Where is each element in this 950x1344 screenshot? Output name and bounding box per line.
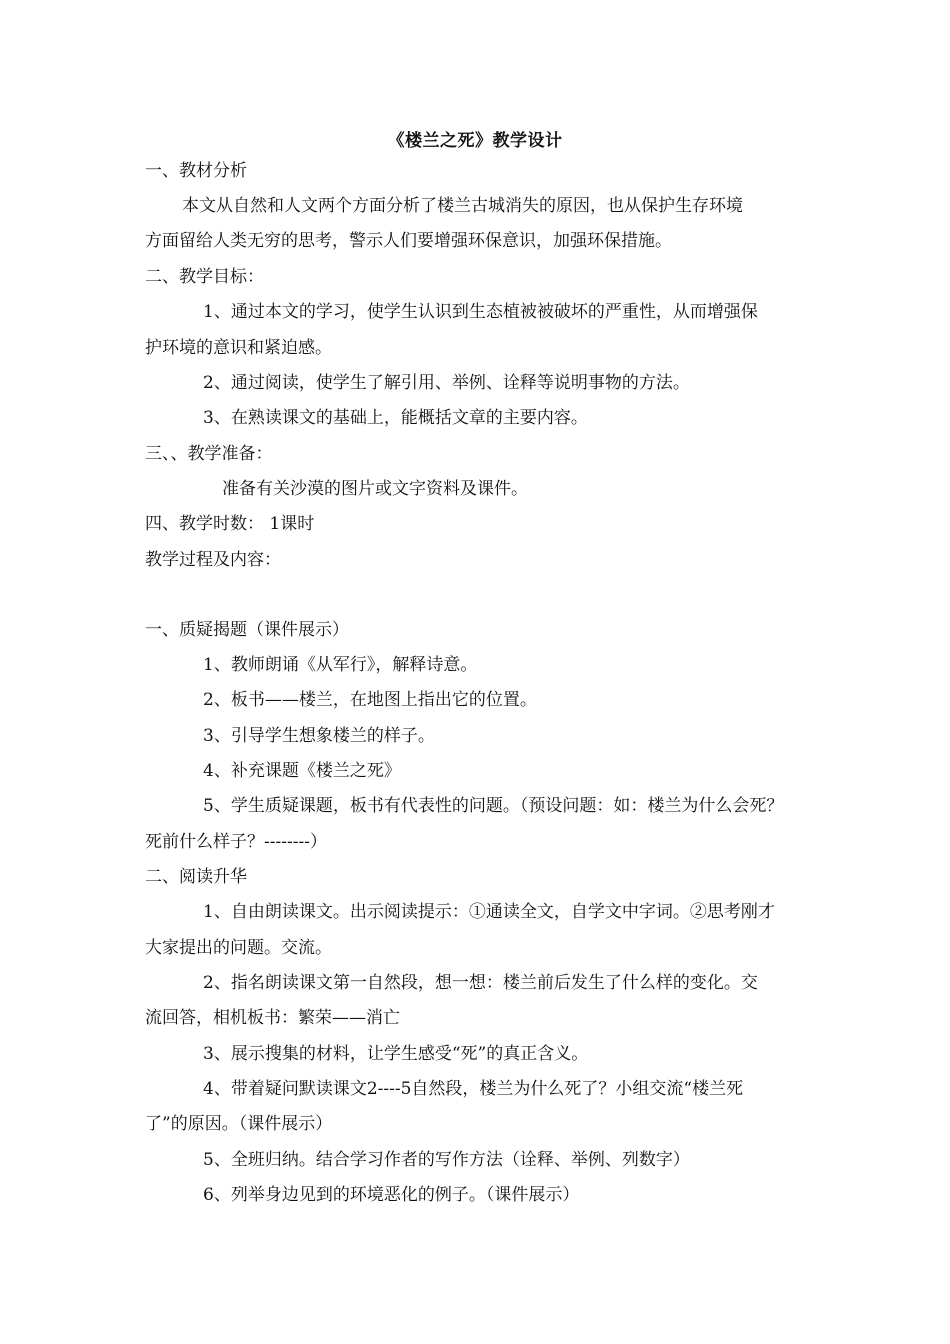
paragraph-line: 方面留给人类无穷的思考，警示人们要增强环保意识，加强环保措施。 bbox=[145, 231, 672, 251]
paragraph-line: 本文从自然和人文两个方面分析了楼兰古城消失的原因，也从保护生存环境 bbox=[182, 196, 743, 216]
list-item: 3、展示搜集的材料，让学生感受“死”的真正含义。 bbox=[203, 1044, 589, 1064]
list-item-continuation: 流回答，相机板书：繁荣——消亡 bbox=[145, 1008, 400, 1028]
list-item: 5、全班归纳。结合学习作者的写作方法（诠释、举例、列数字） bbox=[203, 1150, 690, 1170]
goal-item: 3、在熟读课文的基础上，能概括文章的主要内容。 bbox=[203, 408, 588, 428]
list-item: 2、指名朗读课文第一自然段，想一想：楼兰前后发生了什么样的变化。交 bbox=[203, 973, 758, 993]
list-item: 4、补充课题《楼兰之死》 bbox=[203, 761, 401, 781]
list-item: 3、引导学生想象楼兰的样子。 bbox=[203, 726, 435, 746]
document-title: 《楼兰之死》教学设计 bbox=[387, 131, 563, 151]
part-heading-question: 一、质疑揭题（课件展示） bbox=[145, 620, 349, 640]
list-item: 5、学生质疑课题，板书有代表性的问题。（预设问题：如：楼兰为什么会死？ bbox=[203, 796, 784, 816]
list-item-continuation: 了”的原因。（课件展示） bbox=[145, 1114, 333, 1134]
section-heading-teaching-goals: 二、教学目标： bbox=[145, 267, 264, 287]
goal-item-continuation: 护环境的意识和紧迫感。 bbox=[145, 338, 332, 358]
section-heading-textbook-analysis: 一、教材分析 bbox=[145, 161, 247, 181]
section-heading-class-hours: 四、教学时数： 1课时 bbox=[145, 514, 315, 534]
list-item-continuation: 死前什么样子？--------） bbox=[145, 832, 327, 852]
section-heading-preparation: 三、、教学准备： bbox=[145, 444, 273, 464]
list-item: 1、自由朗读课文。出示阅读提示：①通读全文，自学文中字词。②思考刚才 bbox=[203, 902, 775, 922]
list-item: 6、列举身边见到的环境恶化的例子。（课件展示） bbox=[203, 1185, 580, 1205]
goal-item: 1、通过本文的学习，使学生认识到生态植被被破坏的严重性，从而增强保 bbox=[203, 302, 758, 322]
part-heading-reading: 二、阅读升华 bbox=[145, 867, 247, 887]
list-item: 4、带着疑问默读课文2----5自然段，楼兰为什么死了？小组交流“楼兰死 bbox=[203, 1079, 744, 1099]
process-heading: 教学过程及内容： bbox=[145, 550, 281, 570]
goal-item: 2、通过阅读，使学生了解引用、举例、诠释等说明事物的方法。 bbox=[203, 373, 690, 393]
list-item: 2、板书——楼兰，在地图上指出它的位置。 bbox=[203, 690, 537, 710]
list-item-continuation: 大家提出的问题。交流。 bbox=[145, 938, 332, 958]
preparation-text: 准备有关沙漠的图片或文字资料及课件。 bbox=[222, 479, 528, 499]
list-item: 1、教师朗诵《从军行》，解释诗意。 bbox=[203, 655, 478, 675]
